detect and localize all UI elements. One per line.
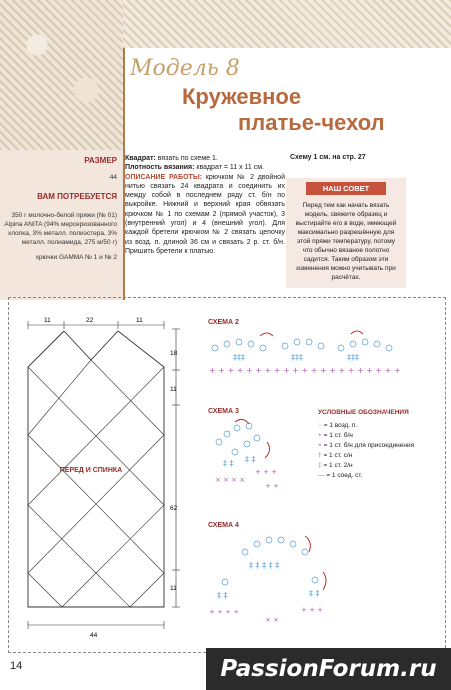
legend-item — [318, 471, 428, 481]
advice-box — [286, 178, 406, 288]
watermark: PassionForum.ru — [206, 648, 451, 690]
legend — [318, 408, 428, 481]
svg-text:+ + + +: + + + + — [209, 608, 240, 616]
svg-text:× × × ×: × × × × — [215, 476, 246, 484]
hooks-text: крючки GAMMA № 1 и № 2 — [36, 254, 117, 261]
svg-text:‡ ‡: ‡ ‡ — [223, 459, 234, 468]
advice-title: НАШ СОВЕТ — [306, 182, 386, 195]
scheme-2-label: СХЕМА 2 — [208, 319, 239, 326]
legend-item-text: = 1 ст. 2/н — [323, 462, 353, 469]
page-number: 14 — [10, 660, 23, 672]
size-label: РАЗМЕР — [84, 156, 117, 165]
double-crochet-icon: † — [318, 452, 322, 459]
dim-top-left: 11 — [44, 317, 51, 324]
legend-item-text: = 1 ст. б/н для присоединения — [323, 442, 415, 449]
slip-stitch-icon: — — [318, 472, 325, 479]
treble-crochet-icon: ‡ — [318, 462, 322, 469]
need-label: ВАМ ПОТРЕБУЕТСЯ — [37, 192, 117, 201]
advice-text: Перед тем как начать вязать модель, свяжите образец и выстирайте его в воде, имеющей максимально разрешённую для этой пряжи температуру, потому что обычно вязаное полотно садится. Таким образом эти изменения можно учитывать при расчётах. — [295, 202, 397, 281]
single-crochet-icon: + — [318, 432, 322, 439]
density-label: Плотность вязания: — [125, 164, 195, 172]
svg-text:× ×: × × — [265, 616, 279, 624]
density-text: квадрат = 11 х 11 см. — [196, 164, 264, 172]
title-line-1: Кружевное — [182, 84, 302, 109]
svg-text:‡ ‡: ‡ ‡ — [245, 455, 256, 464]
description — [125, 154, 285, 256]
dim-bottom: 44 — [90, 632, 98, 639]
work-label: ОПИСАНИЕ РАБОТЫ: — [125, 173, 202, 181]
dim-top-right: 11 — [136, 317, 143, 324]
svg-text:‡‡‡: ‡‡‡ — [233, 353, 245, 362]
lace-photo-strip — [123, 0, 451, 48]
scheme-4-label: СХЕМА 4 — [208, 522, 239, 529]
legend-item — [318, 421, 428, 431]
svg-text:‡‡‡: ‡‡‡ — [291, 353, 303, 362]
scheme1-reference: Схему 1 см. на стр. 27 — [290, 154, 366, 161]
scheme-3-label: СХЕМА 3 — [208, 408, 239, 415]
svg-text:+ + +: + + + — [301, 606, 324, 614]
svg-text:‡‡‡: ‡‡‡ — [347, 353, 359, 362]
chain-stitch-icon: ○ — [318, 422, 322, 429]
title-line-2: платье-чехол — [238, 110, 385, 135]
svg-text:‡ ‡: ‡ ‡ — [217, 591, 228, 600]
scheme-2-chart — [205, 328, 415, 380]
svg-text:‡ ‡ ‡ ‡ ‡: ‡ ‡ ‡ ‡ ‡ — [249, 561, 280, 570]
dim-right-4: 11 — [170, 585, 177, 592]
scheme-4-chart — [205, 532, 340, 627]
dim-right-3: 62 — [170, 505, 178, 512]
work-text: крючком № 2 двойной нитью связать 24 квадрата и соединить их между собой в последнем ряду ст. б/н по выкройке. Нижний и верхний края обвязать крючком № 1 по схемам 2 (прямой участок), 3 (внутренний угол) и 4 (внешний угол). Для каждой бретели крючком № 2 связать цепочку из возд. п. длиной 36 см и связать 2 р. ст. б/н. Пришить бретели к платью. — [125, 173, 285, 255]
legend-item-text: = 1 ст. с/н — [323, 452, 353, 459]
svg-text:+ + + + + + + + + + + + + + +: + + + + + + + + + + + + + + + + + + + + + — [209, 366, 401, 375]
svg-text:+ +: + + — [265, 482, 279, 490]
garment-pattern — [20, 315, 190, 640]
scheme-3-chart — [205, 418, 305, 498]
size-value: 44 — [109, 174, 117, 181]
square-text: вязать по схеме 1. — [157, 155, 218, 162]
model-number: Модель 8 — [130, 56, 240, 81]
legend-item — [318, 461, 428, 471]
join-stitch-icon: × — [318, 442, 322, 449]
svg-text:‡ ‡: ‡ ‡ — [309, 589, 320, 598]
dim-right-2: 11 — [170, 386, 177, 393]
legend-title: УСЛОВНЫЕ ОБОЗНАЧЕНИЯ — [318, 409, 409, 416]
legend-item — [318, 451, 428, 461]
legend-item — [318, 441, 428, 451]
dim-right-1: 18 — [170, 350, 178, 357]
legend-item-text: = 1 ст. б/н — [323, 432, 353, 439]
yarn-text: 350 г молочно-белой пряжи (№ 01) Alpina ANITA (94% мерсеризованного хлопка, 3% металл. полиэстера, 3% металл. полиамида, 275 м/50 г) — [4, 212, 117, 246]
lace-photo — [0, 0, 125, 150]
sidebar — [0, 150, 125, 300]
legend-item — [318, 431, 428, 441]
svg-text:+ + +: + + + — [255, 468, 278, 476]
dim-top-middle: 22 — [86, 317, 94, 324]
pattern-label: ПЕРЕД И СПИНКА — [59, 467, 123, 474]
legend-item-text: = 1 соед. ст. — [326, 472, 363, 479]
legend-item-text: = 1 возд. п. — [323, 422, 358, 429]
square-label: Квадрат: — [125, 155, 156, 162]
